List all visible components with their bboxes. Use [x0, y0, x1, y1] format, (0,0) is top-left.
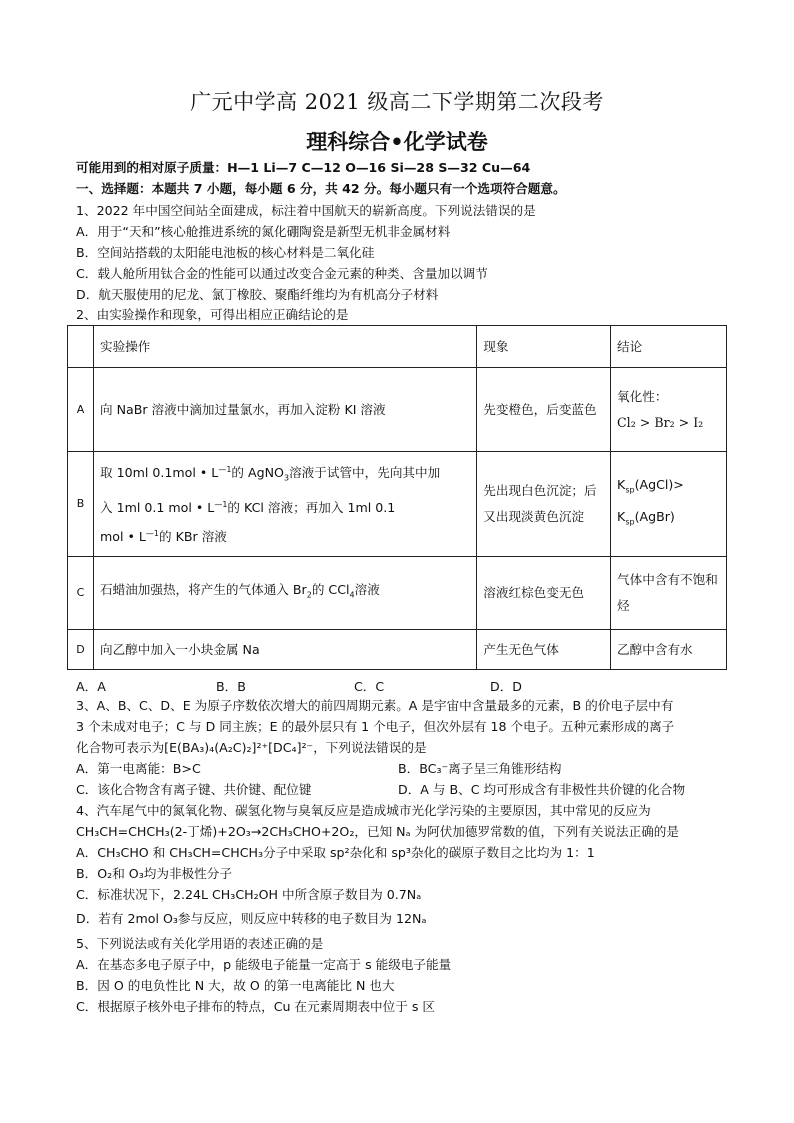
row-c-operation: 石蜡油加强热，将产生的气体通入 $Br_2$的 CCl$_4$溶液	[93, 557, 476, 630]
row-b-conclusion: $K_{sp}(AgCl)>$ $K_{sp}(AgBr)$	[611, 452, 727, 557]
row-b-operation: 取 10ml 0.1mol • $L^{—1}$的 AgNO$_3$溶液于试管中，先向其中加 入 1ml 0.1 mol • $L^{—1}$的 KCl 溶液；再加入 1ml 0.1 mol • $L^{—1}$的 KBr 溶液	[93, 452, 476, 557]
q3-option-d: D．A 与 B、C 均可形成含有非极性共价键的化合物	[398, 782, 686, 797]
row-a-conclusion	[611, 368, 727, 452]
table-row-b	[68, 452, 727, 557]
row-d-operation: 向乙醇中加入一小块金属 Na	[93, 630, 476, 670]
q3-stem-line2: 3 个未成对电子；C 与 D 同主族；E 的最外层只有 1 个电子，但次外层有 18 个电子。五种元素形成的离子	[76, 719, 675, 734]
table-row-d	[68, 630, 727, 670]
row-c-phenomenon: 溶液红棕色变无色	[477, 557, 611, 630]
row-d-conclusion: 乙醇中含有水	[611, 630, 727, 670]
table-row-a	[68, 368, 727, 452]
q5-stem: 5、下列说法或有关化学用语的表述正确的是	[76, 936, 324, 951]
q1-option-d: D．航天服使用的尼龙、氯丁橡胶、聚酯纤维均为有机高分子材料	[76, 287, 439, 302]
q1-option-a: A．用于“天和”核心舱推进系统的氮化硼陶瓷是新型无机非金属材料	[76, 224, 451, 239]
q3-stem-line1: 3、A、B、C、D、E 为原子序数依次增大的前四周期元素。A 是宇宙中含量最多的元素，B 的价电子层中有	[76, 698, 674, 713]
q5-option-c: C．根据原子核外电子排布的特点，Cu 在元素周期表中位于 s 区	[76, 999, 435, 1014]
table-header-row	[68, 326, 727, 368]
q1-option-b: B．空间站搭载的太阳能电池板的核心材料是二氧化硅	[76, 245, 375, 260]
q3-stem-line3: 化合物可表示为[E(BA₃)₄(A₂C)₂]²⁺[DC₄]²⁻，下列说法错误的是	[76, 740, 427, 755]
exam-subject-title: 理科综合•化学试卷	[306, 130, 488, 154]
header-operation: 实验操作	[93, 326, 476, 368]
exam-school-title: 广元中学高 2021 级高二下学期第二次段考	[190, 90, 604, 114]
q3-option-c: C．该化合物含有离子键、共价键、配位键	[76, 782, 312, 797]
q1-stem: 1、2022 年中国空间站全面建成，标注着中国航天的崭新高度。下列说法错误的是	[76, 203, 536, 218]
row-b-phenomenon: 先出现白色沉淀；后又出现淡黄色沉淀	[477, 452, 611, 557]
header-phenomenon: 现象	[477, 326, 611, 368]
atomic-masses: 可能用到的相对原子质量：H—1 Li—7 C—12 O—16 Si—28 S—32 Cu—64	[76, 160, 531, 175]
row-a-phenomenon: 先变橙色，后变蓝色	[477, 368, 611, 452]
row-a-conclusion-line2: Cl₂ > Br₂ > I₂	[617, 414, 704, 430]
q2-stem: 2、由实验操作和现象，可得出相应正确结论的是	[76, 307, 349, 322]
q2-option-b: B．B	[216, 679, 246, 694]
q2-option-a: A．A	[76, 679, 106, 694]
table-corner-cell	[68, 326, 94, 368]
q2-options	[76, 676, 636, 696]
q3-option-a: A．第一电离能：B>C	[76, 761, 201, 776]
q1-option-c: C．载人舱所用钛合金的性能可以通过改变合金元素的种类、含量加以调节	[76, 266, 488, 281]
q2-option-c: C．C	[354, 679, 385, 694]
row-a-operation: 向 NaBr 溶液中滴加过量氯水，再加入淀粉 KI 溶液	[93, 368, 476, 452]
q4-option-c: C．标准状况下，2.24L CH₃CH₂OH 中所含原子数目为 0.7Nₐ	[76, 887, 422, 902]
q5-option-b: B．因 O 的电负性比 N 大，故 O 的第一电离能比 N 也大	[76, 978, 395, 993]
row-label: D	[68, 630, 94, 670]
q5-option-a: A．在基态多电子原子中，p 能级电子能量一定高于 s 能级电子能量	[76, 957, 452, 972]
row-c-conclusion: 气体中含有不饱和烃	[611, 557, 727, 630]
q4-stem-line2: CH₃CH=CHCH₃(2-丁烯)+2O₃→2CH₃CHO+2O₂，已知 Nₐ 为阿伏加德罗常数的值，下列有关说法正确的是	[76, 824, 679, 839]
row-label: C	[68, 557, 94, 630]
header-conclusion: 结论	[611, 326, 727, 368]
q3-option-b: B．BC₃⁻离子呈三角锥形结构	[398, 761, 562, 776]
q4-option-b: B．O₂和 O₃均为非极性分子	[76, 866, 232, 881]
q4-stem-line1: 4、汽车尾气中的氮氧化物、碳氢化物与臭氧反应是造成城市光化学污染的主要原因，其中常见的反应为	[76, 803, 651, 818]
row-label: B	[68, 452, 94, 557]
row-label: A	[68, 368, 94, 452]
q2-experiment-table	[67, 325, 727, 670]
q4-option-a: A．CH₃CHO 和 CH₃CH=CHCH₃分子中采取 sp²杂化和 sp³杂化的碳原子数目之比均为 1：1	[76, 845, 595, 860]
q2-option-d: D．D	[490, 679, 522, 694]
row-a-conclusion-line1: 氧化性：	[617, 388, 668, 404]
table-row-c	[68, 557, 727, 630]
row-d-phenomenon: 产生无色气体	[477, 630, 611, 670]
section-heading: 一、选择题：本题共 7 小题，每小题 6 分，共 42 分。每小题只有一个选项符合题意。	[76, 181, 566, 196]
q4-option-d: D．若有 2mol O₃参与反应，则反应中转移的电子数目为 12Nₐ	[76, 911, 427, 926]
